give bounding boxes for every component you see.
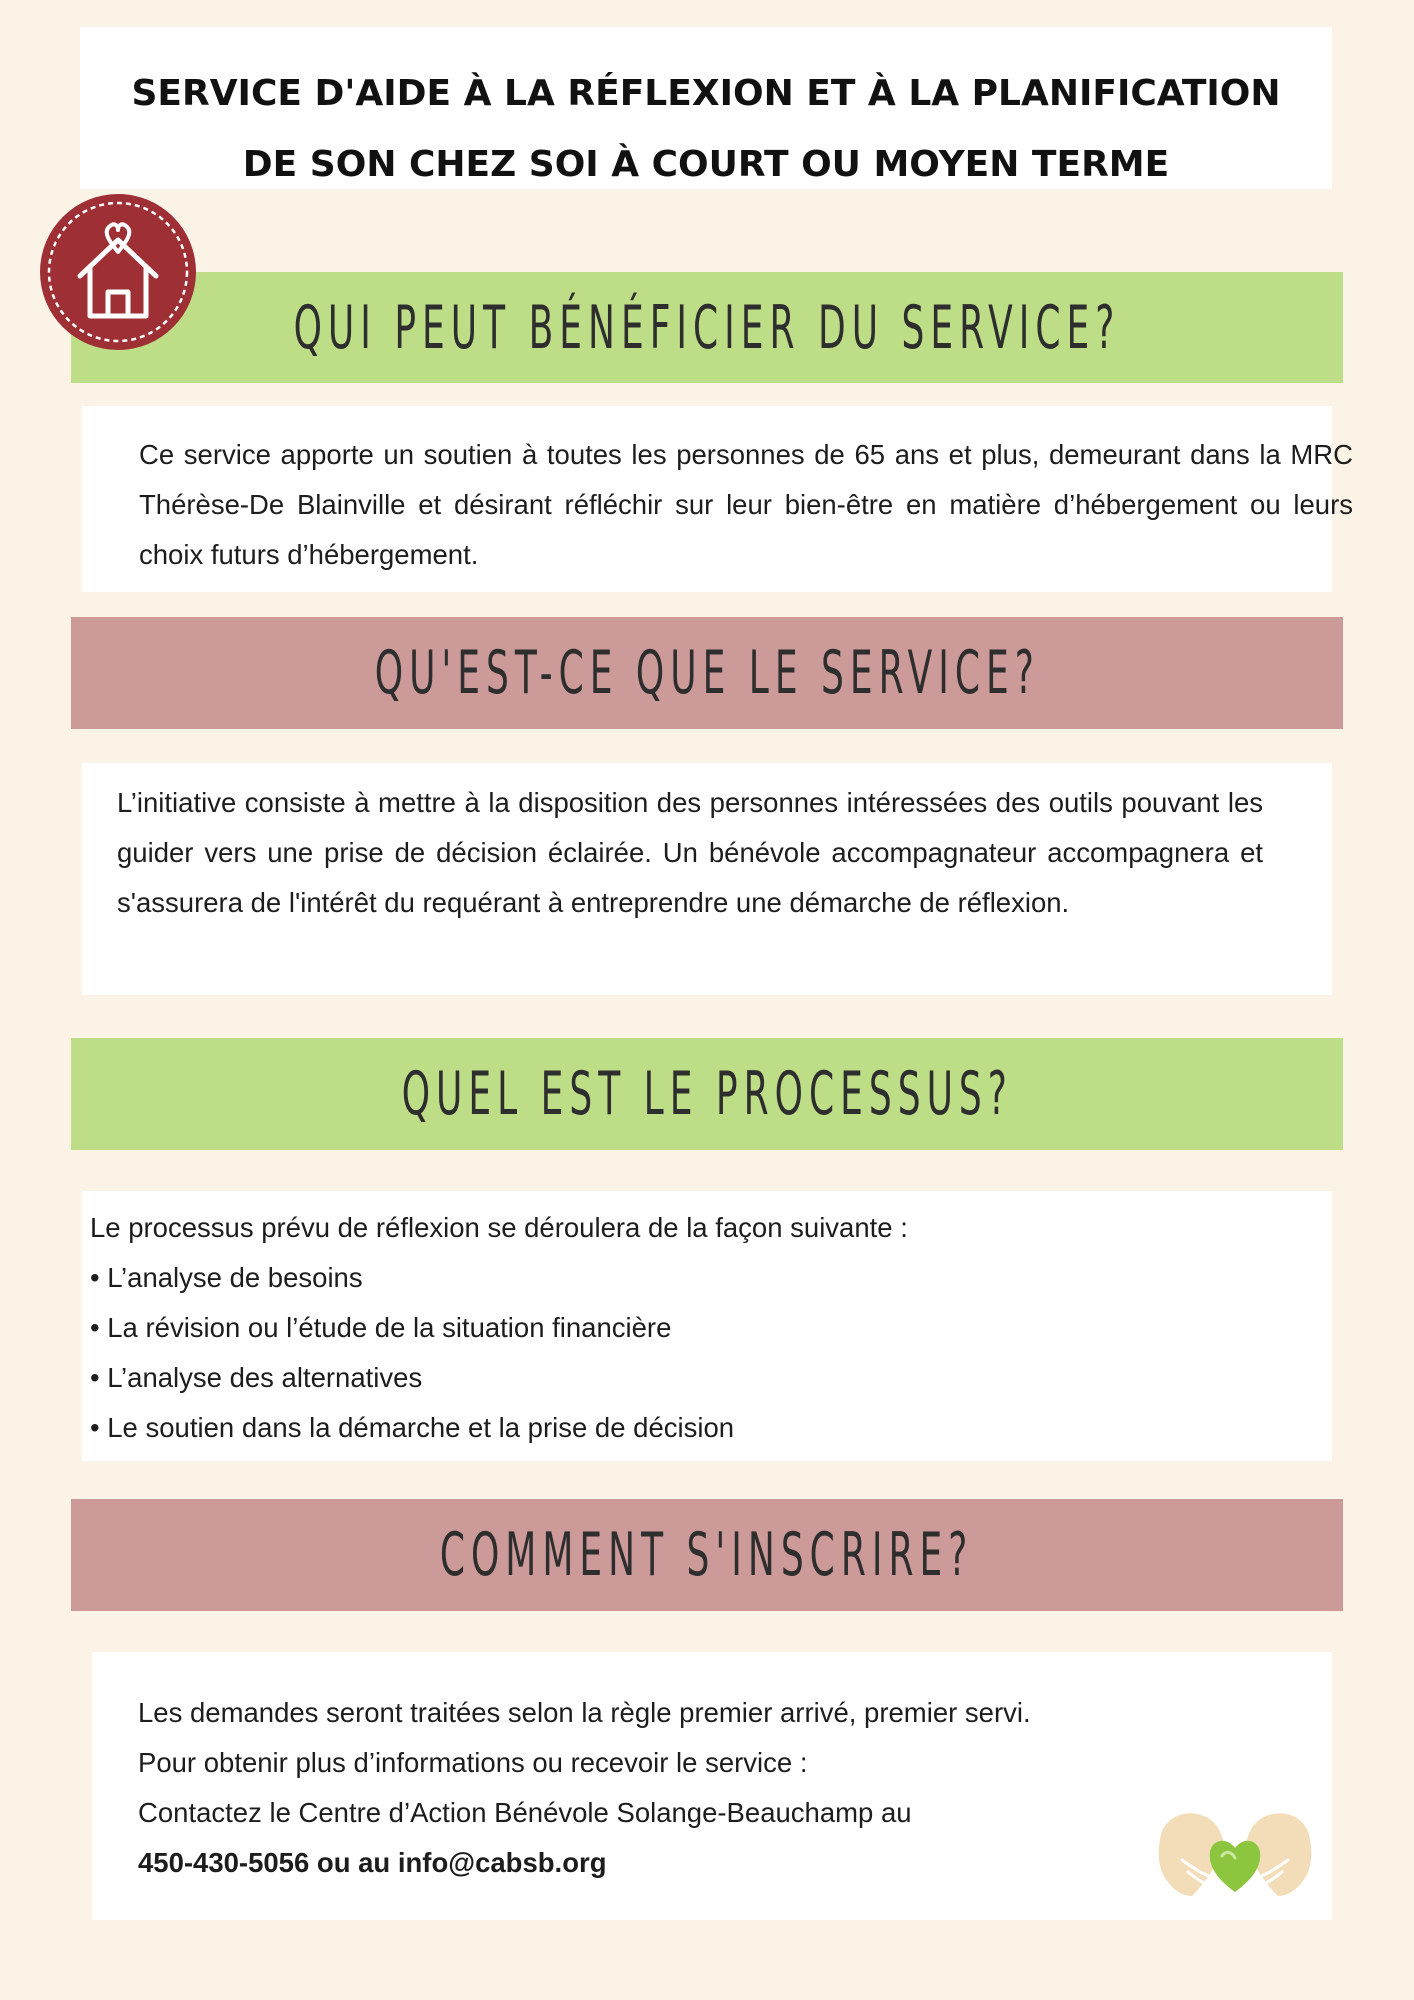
register-contact: 450-430-5056 ou au info@cabsb.org: [138, 1847, 607, 1878]
section-who-text: Ce service apporte un soutien à toutes les personnes de 65 ans et plus, demeurant dans la MRC Thérèse-De Blainville et désirant réfléchir sur leur bien-être en matière d’hébergement ou leurs choix futurs d’hébergement.: [139, 439, 1353, 570]
section-who-banner: [71, 272, 1343, 383]
header-box: [80, 27, 1332, 189]
register-line-2: Pour obtenir plus d’informations ou recevoir le service :: [138, 1747, 808, 1778]
section-what-banner: [71, 617, 1343, 729]
process-intro: Le processus prévu de réflexion se déroulera de la façon suivante :: [90, 1212, 908, 1243]
section-register-textbox: [92, 1652, 1332, 1920]
section-register-heading: COMMENT S'INSCRIRE?: [440, 1520, 974, 1590]
header-title-line-2: DE SON CHEZ SOI À COURT OU MOYEN TERME: [242, 144, 1170, 185]
section-who-heading: QUI PEUT BÉNÉFICIER DU SERVICE?: [293, 292, 1121, 363]
section-what-text: L’initiative consiste à mettre à la disposition des personnes intéressées des outils pouvant les guider vers une prise de décision éclairée. Un bénévole accompagnateur accompagnera et s'assurera de l'intérêt du requérant à entreprendre une démarche de réflexion.: [117, 787, 1263, 918]
section-process-banner: [71, 1038, 1343, 1150]
register-line-3: Contactez le Centre d’Action Bénévole Solange-Beauchamp au: [138, 1797, 912, 1828]
house-heart-icon: [38, 192, 198, 352]
process-item: • La révision ou l’étude de la situation financière: [90, 1312, 672, 1343]
section-process-textbox: [82, 1191, 1332, 1461]
section-process-heading: QUEL EST LE PROCESSUS?: [401, 1059, 1013, 1129]
process-item: • Le soutien dans la démarche et la prise de décision: [90, 1412, 735, 1443]
process-item: • L’analyse des alternatives: [90, 1362, 423, 1393]
hands-heart-logo: [1152, 1800, 1318, 1912]
section-what-heading: QU'EST-CE QUE LE SERVICE?: [374, 638, 1040, 708]
header-title-line-1: SERVICE D'AIDE À LA RÉFLEXION ET À LA PLANIFICATION: [131, 73, 1281, 114]
section-register-banner: [71, 1499, 1343, 1611]
section-who-textbox: [82, 406, 1353, 592]
register-line-1: Les demandes seront traitées selon la règle premier arrivé, premier servi.: [138, 1697, 1031, 1728]
section-what-textbox: [82, 763, 1332, 995]
process-item: • L’analyse de besoins: [90, 1262, 363, 1293]
